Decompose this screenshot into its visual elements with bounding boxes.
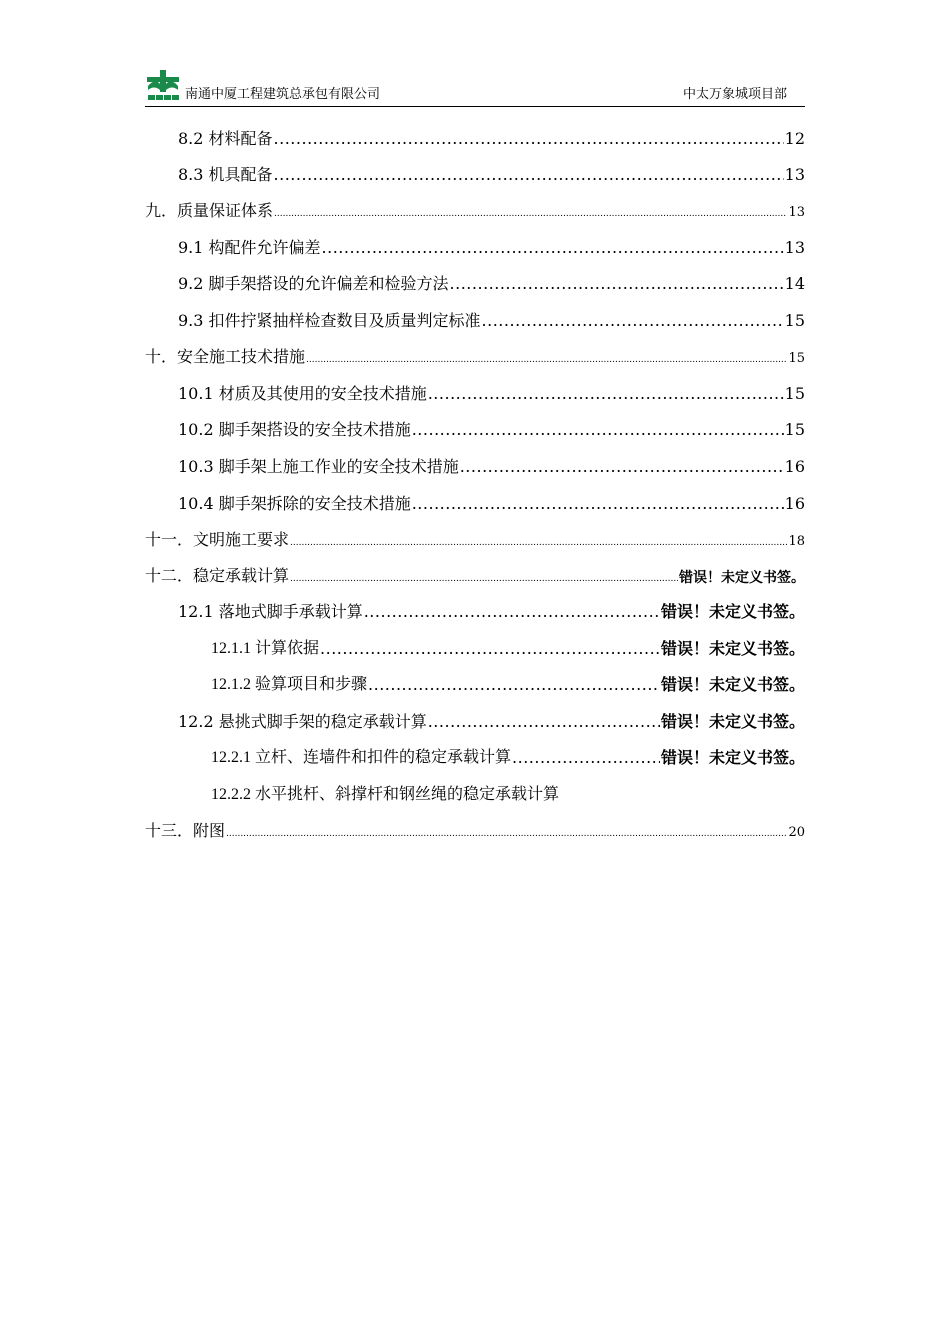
toc-bookmark-error: 错误！未定义书签。 [679, 570, 805, 586]
toc-leader-dots [320, 638, 660, 660]
toc-leader-dots [306, 352, 787, 368]
toc-entry-title: 10.4 脚手架拆除的安全技术措施 [178, 494, 411, 513]
toc-entry[interactable] [145, 525, 805, 551]
toc-entry-title: 十．安全施工技术措施 [145, 347, 306, 366]
toc-entry[interactable] [178, 597, 805, 623]
toc-entry[interactable] [178, 124, 805, 150]
toc-page-number: 15 [784, 311, 805, 330]
toc-bookmark-error: 错误！未定义书签。 [660, 675, 805, 694]
toc-page-number: 12 [784, 129, 805, 148]
toc-entry[interactable] [211, 780, 805, 806]
toc-entry-title: 12.2.1 立杆、连墙件和扣件的稳定承载计算 [211, 749, 512, 766]
toc-entry-title: 9.2 脚手架搭设的允许偏差和检验方法 [178, 274, 449, 293]
toc-leader-dots [482, 310, 784, 332]
toc-entry[interactable] [178, 306, 805, 332]
toc-entry-title: 十三．附图 [145, 821, 226, 840]
toc-entry-title: 10.1 材质及其使用的安全技术措施 [178, 384, 427, 403]
toc-entry[interactable] [178, 489, 805, 515]
toc-entry-title: 8.2 材料配备 [178, 129, 273, 148]
toc-leader-dots [274, 164, 784, 186]
toc-entry[interactable] [145, 816, 805, 842]
toc-entry[interactable] [145, 196, 805, 222]
toc-entry[interactable] [211, 634, 805, 660]
toc-page-number: 15 [784, 420, 805, 439]
toc-bookmark-error: 错误！未定义书签。 [660, 602, 805, 621]
toc-leader-dots [428, 711, 660, 733]
toc-page-number: 14 [784, 274, 805, 293]
toc-entry[interactable] [178, 452, 805, 478]
toc-leader-dots [290, 535, 787, 551]
toc-entry-title: 12.2 悬挑式脚手架的稳定承载计算 [178, 712, 427, 731]
toc-entry[interactable] [178, 269, 805, 295]
toc-entry[interactable] [145, 342, 805, 368]
toc-leader-dots [428, 383, 784, 405]
toc-entry-title: 12.1.2 验算项目和步骤 [211, 676, 368, 693]
toc-leader-dots [450, 273, 784, 295]
toc-page-number: 18 [788, 534, 805, 549]
toc-page-number: 16 [784, 494, 805, 513]
toc-entry[interactable] [178, 160, 805, 186]
company-name: 南通中厦工程建筑总承包有限公司 [185, 87, 381, 102]
toc-entry[interactable] [178, 707, 805, 733]
toc-entry[interactable] [211, 743, 805, 769]
toc-entry-title: 12.2.2 水平挑杆、斜撑杆和钢丝绳的稳定承载计算 [211, 786, 560, 803]
toc-entry-title: 10.2 脚手架搭设的安全技术措施 [178, 420, 411, 439]
toc-leader-dots [364, 601, 660, 623]
toc-page-number: 15 [788, 351, 805, 366]
toc-leader-dots [412, 493, 784, 515]
toc-leader-dots [412, 419, 784, 441]
toc-leader-dots [460, 456, 784, 478]
toc-page-number: 16 [784, 457, 805, 476]
toc-leader-dots [368, 674, 660, 696]
toc-entry[interactable] [178, 379, 805, 405]
toc-entry-title: 九．质量保证体系 [145, 201, 274, 220]
toc-entry[interactable] [211, 670, 805, 696]
toc-leader-dots [322, 237, 784, 259]
toc-entry[interactable] [178, 233, 805, 259]
toc-entry-title: 9.1 构配件允许偏差 [178, 238, 321, 257]
toc-bookmark-error: 错误！未定义书签。 [660, 639, 805, 658]
toc-entry-title: 12.1 落地式脚手承载计算 [178, 602, 363, 621]
project-name: 中太万象城项目部 [682, 87, 787, 102]
page-header [145, 68, 805, 107]
toc-leader-dots [274, 206, 787, 222]
toc-entry-title: 10.3 脚手架上施工作业的安全技术措施 [178, 457, 459, 476]
toc-leader-dots [512, 747, 660, 769]
toc-bookmark-error: 错误！未定义书签。 [660, 712, 805, 731]
toc-page-number: 20 [788, 825, 805, 840]
toc-entry-title: 12.1.1 计算依据 [211, 640, 320, 657]
toc-leader-dots [290, 571, 678, 587]
toc-entry[interactable] [178, 415, 805, 441]
toc-entry-title: 8.3 机具配备 [178, 165, 273, 184]
toc-leader-dots [226, 826, 787, 842]
toc-entry-title: 十一．文明施工要求 [145, 530, 290, 549]
toc-page-number: 13 [784, 238, 805, 257]
toc-bookmark-error: 错误！未定义书签。 [660, 748, 805, 767]
toc-entry-title: 十二．稳定承载计算 [145, 566, 290, 585]
toc-page-number: 15 [784, 384, 805, 403]
toc-entry-title: 9.3 扣件拧紧抽样检查数目及质量判定标准 [178, 311, 481, 330]
toc-entry[interactable] [145, 561, 805, 587]
toc-leader-dots [274, 128, 784, 150]
company-logo-icon [145, 68, 181, 102]
toc-page-number: 13 [788, 205, 805, 220]
toc-page-number: 13 [784, 165, 805, 184]
